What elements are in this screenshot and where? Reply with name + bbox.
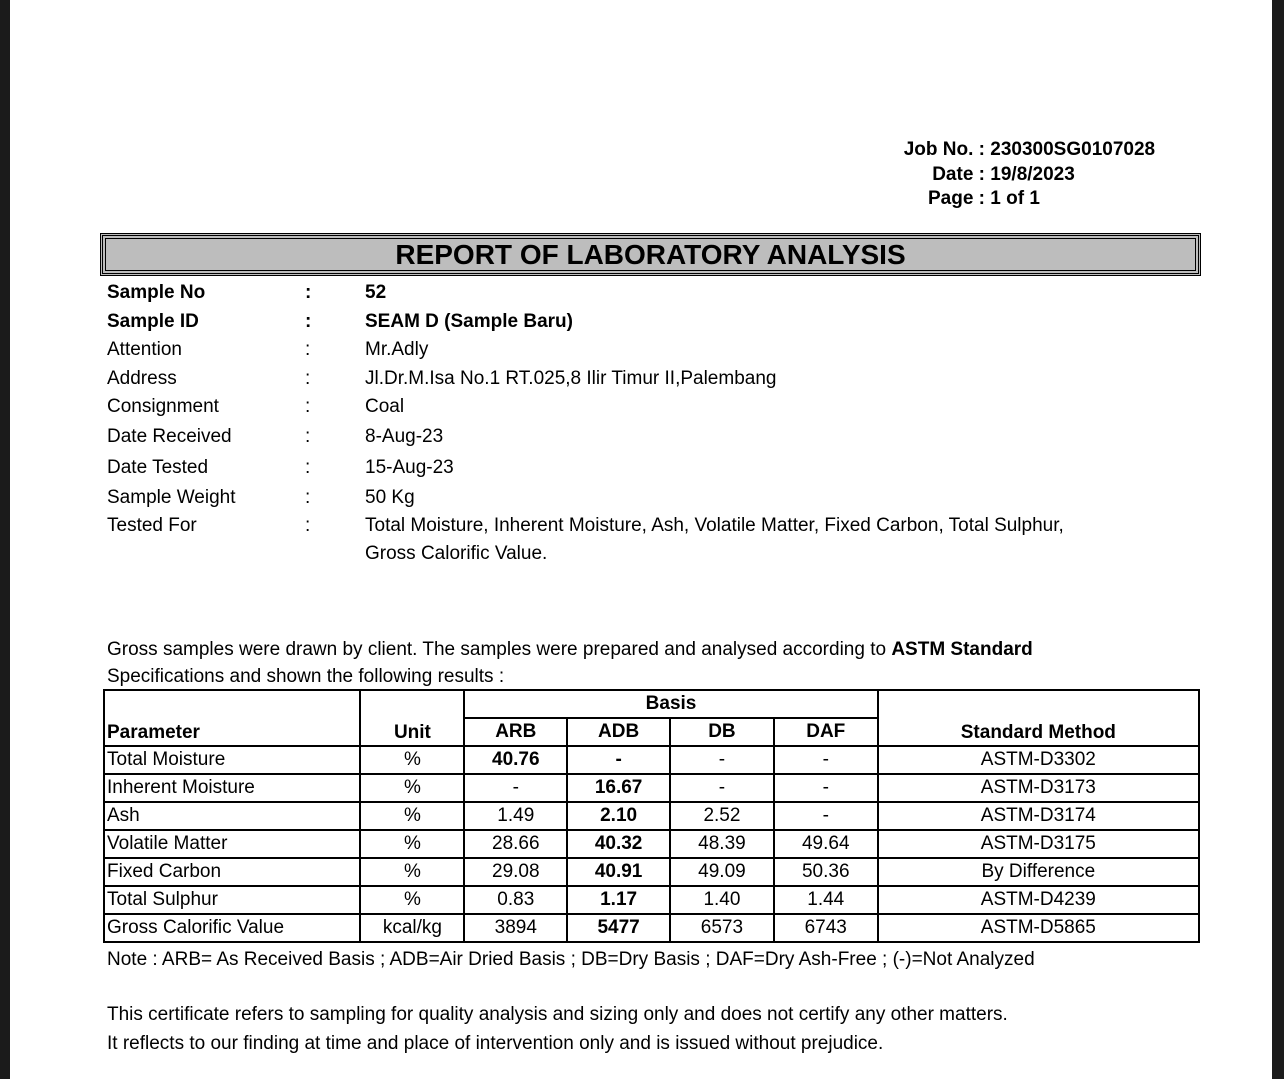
cell-adb: 40.91 bbox=[567, 858, 670, 886]
attention-label: Attention bbox=[107, 339, 182, 361]
cell-adb: 40.32 bbox=[567, 830, 670, 858]
intro-text-2: Specifications and shown the following results : bbox=[107, 666, 505, 687]
job-no-label: Job No. : bbox=[903, 139, 985, 160]
cell-parameter: Total Moisture bbox=[104, 746, 360, 774]
cell-db: 48.39 bbox=[670, 830, 774, 858]
colon: : bbox=[305, 515, 311, 536]
colon: : bbox=[305, 282, 312, 304]
colon: : bbox=[305, 426, 311, 447]
header-unit: Unit bbox=[360, 690, 464, 746]
cell-unit: % bbox=[360, 830, 464, 858]
header-adb: ADB bbox=[567, 718, 670, 746]
note: Note : ARB= As Received Basis ; ADB=Air Dried Basis ; DB=Dry Basis ; DAF=Dry Ash-Free ; (-)=Not Analyzed bbox=[107, 949, 1035, 970]
colon: : bbox=[305, 396, 311, 418]
header-db: DB bbox=[670, 718, 774, 746]
info-row-date-received bbox=[107, 422, 1185, 453]
cell-method: ASTM-D4239 bbox=[878, 886, 1199, 914]
cell-unit: % bbox=[360, 746, 464, 774]
info-row-attention bbox=[107, 336, 1185, 365]
results-body bbox=[104, 746, 1199, 942]
cell-method: ASTM-D3302 bbox=[878, 746, 1199, 774]
info-row-sample-weight bbox=[107, 484, 1185, 513]
tested-for-value bbox=[365, 512, 1185, 568]
consignment-value: Coal bbox=[365, 396, 405, 418]
cell-parameter: Volatile Matter bbox=[104, 830, 360, 858]
cell-db: 6573 bbox=[670, 914, 774, 942]
cell-daf: 6743 bbox=[774, 914, 878, 942]
cell-method: By Difference bbox=[878, 858, 1199, 886]
cell-parameter: Gross Calorific Value bbox=[104, 914, 360, 942]
cell-db: 1.40 bbox=[670, 886, 774, 914]
consignment-label: Consignment bbox=[107, 396, 219, 418]
cell-unit: % bbox=[360, 774, 464, 802]
address-label: Address bbox=[107, 367, 177, 389]
cell-adb: 5477 bbox=[567, 914, 670, 942]
sample-no-label: Sample No bbox=[107, 282, 206, 304]
tested-for-line-2: Gross Calorific Value. bbox=[365, 543, 548, 564]
info-row-sample-id bbox=[107, 308, 1185, 337]
cell-unit: kcal/kg bbox=[360, 914, 464, 942]
colon: : bbox=[305, 457, 311, 478]
cell-method: ASTM-D3175 bbox=[878, 830, 1199, 858]
cell-daf: 50.36 bbox=[774, 858, 878, 886]
colon: : bbox=[305, 486, 311, 508]
cell-db: - bbox=[670, 774, 774, 802]
cell-parameter: Fixed Carbon bbox=[104, 858, 360, 886]
certificate-line-1: This certificate refers to sampling for quality analysis and sizing only and does not certify any other matters. bbox=[107, 1004, 1008, 1025]
sample-weight-value: 50 Kg bbox=[365, 486, 415, 508]
cell-daf: - bbox=[774, 746, 878, 774]
job-info bbox=[870, 138, 1155, 212]
cell-daf: - bbox=[774, 802, 878, 830]
info-row-address bbox=[107, 365, 1185, 394]
sample-weight-label: Sample Weight bbox=[107, 486, 236, 508]
address-value: Jl.Dr.M.Isa No.1 RT.025,8 Ilir Timur II,Palembang bbox=[365, 367, 777, 389]
date-label: Date : bbox=[932, 163, 985, 185]
cell-arb: 3894 bbox=[464, 914, 567, 942]
cell-db: 2.52 bbox=[670, 802, 774, 830]
date-received-label: Date Received bbox=[107, 426, 232, 447]
cell-arb: 29.08 bbox=[464, 858, 567, 886]
page-label: Page : bbox=[927, 188, 985, 209]
cell-arb: 1.49 bbox=[464, 802, 567, 830]
date-received-value: 8-Aug-23 bbox=[365, 426, 444, 447]
info-row-tested-for bbox=[107, 512, 1185, 568]
date-tested-value: 15-Aug-23 bbox=[365, 457, 454, 478]
attention-value: Mr.Adly bbox=[365, 339, 429, 361]
header-basis: Basis bbox=[464, 690, 877, 718]
cell-arb: - bbox=[464, 774, 567, 802]
cell-daf: 1.44 bbox=[774, 886, 878, 914]
header-parameter: Parameter bbox=[104, 690, 360, 746]
cell-daf: - bbox=[774, 774, 878, 802]
table-row bbox=[104, 802, 1199, 830]
cell-unit: % bbox=[360, 858, 464, 886]
sample-id-value: SEAM D (Sample Baru) bbox=[365, 310, 573, 332]
certificate-disclaimer bbox=[107, 1001, 1008, 1058]
info-row-consignment bbox=[107, 393, 1185, 422]
colon: : bbox=[305, 367, 311, 389]
results-table bbox=[103, 689, 1200, 943]
cell-adb: 16.67 bbox=[567, 774, 670, 802]
document-page bbox=[10, 0, 1272, 1079]
cell-parameter: Inherent Moisture bbox=[104, 774, 360, 802]
cell-method: ASTM-D5865 bbox=[878, 914, 1199, 942]
header-daf: DAF bbox=[774, 718, 878, 746]
colon: : bbox=[305, 339, 311, 361]
table-row bbox=[104, 774, 1199, 802]
intro-bold: ASTM Standard bbox=[891, 639, 1033, 660]
cell-arb: 28.66 bbox=[464, 830, 567, 858]
cell-db: 49.09 bbox=[670, 858, 774, 886]
intro-text-1: Gross samples were drawn by client. The samples were prepared and analysed according to bbox=[107, 639, 892, 660]
cell-arb: 0.83 bbox=[464, 886, 567, 914]
table-row bbox=[104, 858, 1199, 886]
job-no-value: 230300SG0107028 bbox=[990, 139, 1156, 160]
table-row bbox=[104, 886, 1199, 914]
sample-no-value: 52 bbox=[365, 282, 387, 304]
cell-daf: 49.64 bbox=[774, 830, 878, 858]
info-row-date-tested bbox=[107, 453, 1185, 484]
info-row-sample-no bbox=[107, 279, 1185, 308]
cell-parameter: Total Sulphur bbox=[104, 886, 360, 914]
sample-id-label: Sample ID bbox=[107, 310, 199, 332]
report-title: REPORT OF LABORATORY ANALYSIS bbox=[100, 233, 1201, 276]
table-header-row-1 bbox=[104, 690, 1199, 718]
tested-for-line-1: Total Moisture, Inherent Moisture, Ash, Volatile Matter, Fixed Carbon, Total Sulphur, bbox=[365, 515, 1064, 536]
page-value: 1 of 1 bbox=[990, 188, 1040, 209]
date-tested-label: Date Tested bbox=[107, 457, 209, 478]
header-arb: ARB bbox=[464, 718, 567, 746]
cell-adb: - bbox=[567, 746, 670, 774]
header-standard-method: Standard Method bbox=[878, 690, 1199, 746]
cell-adb: 1.17 bbox=[567, 886, 670, 914]
cell-adb: 2.10 bbox=[567, 802, 670, 830]
cell-method: ASTM-D3173 bbox=[878, 774, 1199, 802]
table-row bbox=[104, 746, 1199, 774]
cell-unit: % bbox=[360, 802, 464, 830]
tested-for-label: Tested For bbox=[107, 515, 197, 536]
table-row bbox=[104, 830, 1199, 858]
table-row bbox=[104, 914, 1199, 942]
cell-unit: % bbox=[360, 886, 464, 914]
cell-db: - bbox=[670, 746, 774, 774]
certificate-line-2: It reflects to our finding at time and place of intervention only and is issued without prejudice. bbox=[107, 1032, 884, 1054]
cell-parameter: Ash bbox=[104, 802, 360, 830]
intro-paragraph bbox=[107, 636, 1187, 690]
colon: : bbox=[305, 310, 312, 332]
cell-method: ASTM-D3174 bbox=[878, 802, 1199, 830]
sample-info bbox=[107, 279, 1185, 568]
cell-arb: 40.76 bbox=[464, 746, 567, 774]
date-value: 19/8/2023 bbox=[990, 163, 1075, 185]
